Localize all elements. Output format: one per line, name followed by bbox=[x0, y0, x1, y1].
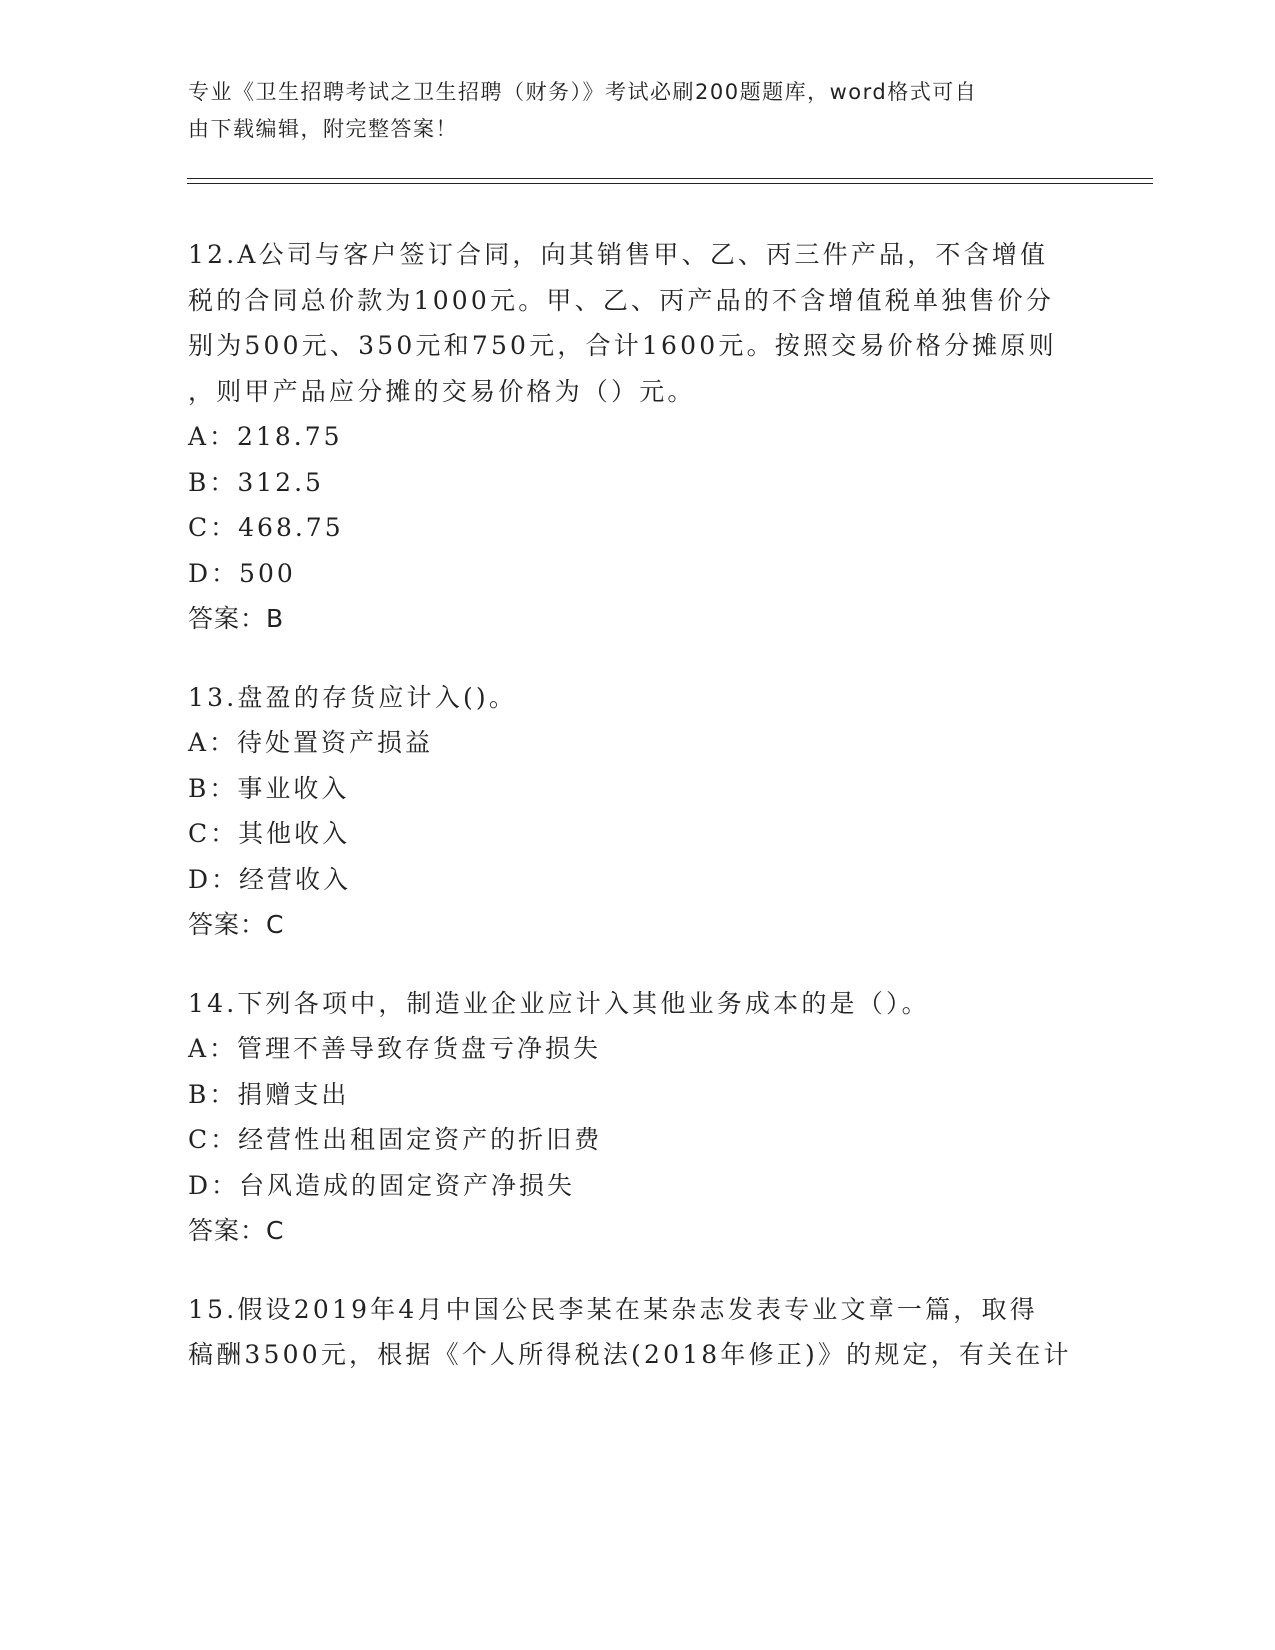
question-12 bbox=[188, 232, 1078, 642]
header-line-2: 由下载编辑，附完整答案！ bbox=[188, 117, 458, 141]
header-rule-top bbox=[187, 178, 1153, 179]
answer-line: 答案：C bbox=[188, 910, 285, 939]
option-c: C：其他收入 bbox=[188, 819, 351, 848]
option-d: D：台风造成的固定资产净损失 bbox=[188, 1170, 576, 1200]
answer-line: 答案：B bbox=[188, 604, 285, 633]
option-b: B：捐赠支出 bbox=[188, 1079, 350, 1109]
question-list bbox=[188, 232, 1078, 1411]
question-stem-line: 12.A公司与客户签订合同，向其销售甲、乙、丙三件产品，不含增值 bbox=[188, 240, 1049, 269]
question-stem-line: 税的合同总价款为1000元。甲、乙、丙产品的不含增值税单独售价分 bbox=[188, 285, 1055, 315]
header-line-1: 专业《卫生招聘考试之卫生招聘（财务）》考试必刷200题题库，word格式可自 bbox=[188, 80, 978, 104]
document-header bbox=[188, 74, 1068, 148]
option-d: D：500 bbox=[188, 558, 296, 588]
option-c: C：经营性出租固定资产的折旧费 bbox=[188, 1125, 603, 1154]
question-stem-line: ，则甲产品应分摊的交易价格为（）元。 bbox=[188, 376, 696, 406]
option-a: A：待处置资产损益 bbox=[188, 728, 434, 757]
question-15 bbox=[188, 1287, 1078, 1378]
question-stem-line: 14.下列各项中，制造业企业应计入其他业务成本的是（）。 bbox=[188, 988, 930, 1018]
option-a: A：管理不善导致存货盘亏净损失 bbox=[188, 1034, 602, 1063]
option-a: A：218.75 bbox=[188, 422, 343, 451]
question-stem-line: 13.盘盈的存货应计入()。 bbox=[188, 682, 518, 712]
question-stem-line: 别为500元、350元和750元，合计1600元。按照交易价格分摊原则 bbox=[188, 331, 1057, 360]
answer-line: 答案：C bbox=[188, 1216, 285, 1245]
question-stem-line: 15.假设2019年4月中国公民李某在某杂志发表专业文章一篇，取得 bbox=[188, 1294, 1038, 1324]
option-b: B：事业收入 bbox=[188, 773, 350, 803]
header-rule-bottom bbox=[187, 183, 1153, 184]
option-b: B：312.5 bbox=[188, 467, 324, 497]
option-d: D：经营收入 bbox=[188, 864, 352, 894]
question-13 bbox=[188, 675, 1078, 948]
question-stem-line: 稿酬3500元，根据《个人所得税法(2018年修正)》的规定，有关在计 bbox=[188, 1340, 1072, 1369]
question-14 bbox=[188, 981, 1078, 1254]
option-c: C：468.75 bbox=[188, 513, 344, 542]
